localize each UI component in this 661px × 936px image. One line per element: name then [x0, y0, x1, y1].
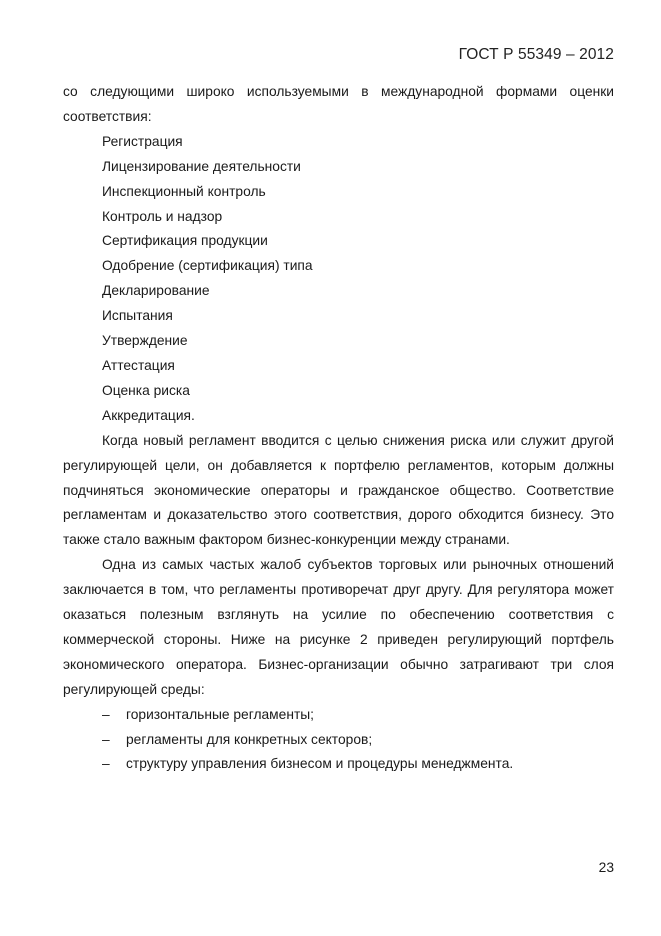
dash-bullet: –: [102, 706, 110, 722]
list-item: Утверждение: [102, 333, 188, 349]
list-item: Сертификация продукции: [102, 233, 268, 249]
page-number: 23: [598, 860, 614, 875]
body-paragraph: Одна из самых частых жалоб субъектов торговых или рыночных отношений заключается в том, что регламенты противоречат друг другу. Для регулятора может оказаться полезным взглянуть на усилие по обеспечению соответствия с коммерческой стороны. Ниже на рисунке 2 приведен регулирующий портфель экономического оператора. Бизнес-организации обычно затрагивают три слоя регулирующей среды:: [63, 557, 614, 697]
list-item: Декларирование: [102, 283, 210, 299]
body-paragraph: Когда новый регламент вводится с целью снижения риска или служит другой регулирующей цели, он добавляется к портфелю регламентов, которым должны подчиняться экономические операторы и гражданское общество. Соответствие регламентам и доказательство этого соответствия, дорого обходится бизнесу. Это также стало важным фактором бизнес-конкуренции между странами.: [63, 432, 614, 548]
conformity-forms-list: [63, 130, 614, 429]
list-item: Аккредитация.: [102, 407, 195, 423]
list-item: Лицензирование деятельности: [102, 158, 301, 174]
list-item: [63, 703, 614, 728]
document-header: ГОСТ Р 55349 – 2012: [458, 46, 614, 63]
list-item-text: регламенты для конкретных секторов;: [126, 731, 373, 747]
list-item-text: структуру управления бизнесом и процедуры менеджмента.: [126, 756, 514, 772]
regulatory-layers-list: [63, 703, 614, 778]
list-item: [63, 752, 614, 777]
page-content: [63, 80, 614, 777]
intro-paragraph: со следующими широко используемыми в международной формами оценки соответствия:: [63, 84, 614, 124]
list-item: Испытания: [102, 308, 173, 324]
list-item: Одобрение (сертификация) типа: [102, 258, 313, 274]
list-item: Контроль и надзор: [102, 208, 223, 224]
list-item: [63, 728, 614, 753]
list-item-text: горизонтальные регламенты;: [126, 706, 315, 722]
list-item: Оценка риска: [102, 382, 190, 398]
list-item: Регистрация: [102, 133, 183, 149]
list-item: Аттестация: [102, 357, 175, 373]
dash-bullet: –: [102, 756, 110, 772]
dash-bullet: –: [102, 731, 110, 747]
list-item: Инспекционный контроль: [102, 183, 266, 199]
